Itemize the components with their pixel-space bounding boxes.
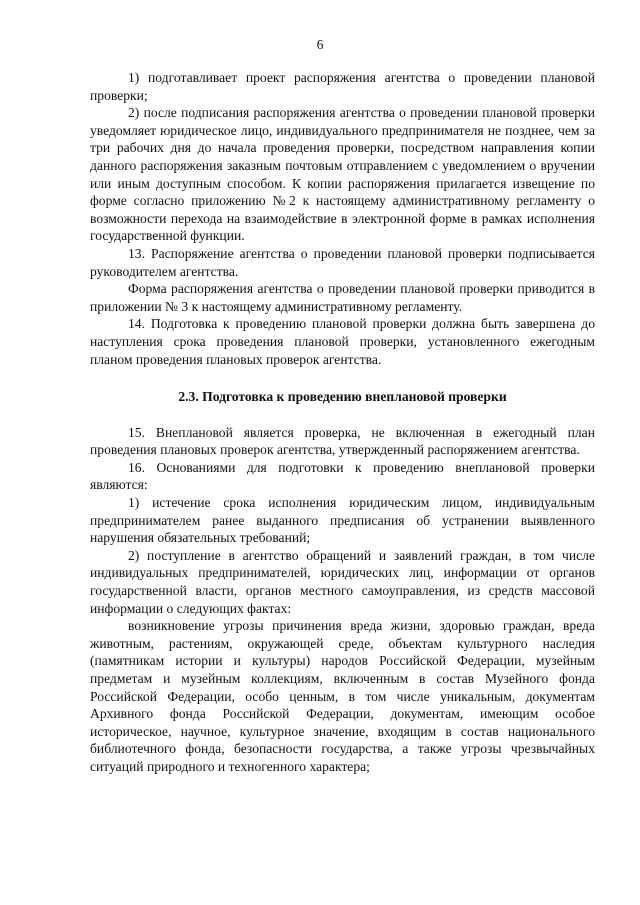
paragraph-14: 14. Подготовка к проведению плановой проверки должна быть завершена до наступления срока проведения плановой проверки, установленного ежегодным планом проведения плановых проверок агентства.: [90, 316, 595, 367]
document-body: [90, 69, 595, 776]
paragraph-item-2: 2) после подписания распоряжения агентства о проведении плановой проверки уведомляет юридическое лицо, индивидуального предпринимателя не позднее, чем за три рабочих дня до начала проведения проверки, посредством направления копии данного распоряжения заказным почтовым отправлением с уведомлением о вручении или иным доступным способом. К копии распоряжения прилагается извещение по форме согласно приложению №2 к настоящему административному регламенту о возможности перехода на взаимодействие в электронной форме в рамках исполнения государственной функции.: [90, 105, 595, 244]
paragraph-15: 15. Внеплановой является проверка, не включенная в ежегодный план проведения плановых проверок агентства, утвержденный распоряжением агентства.: [90, 424, 595, 458]
paragraph-ground-1: 1) истечение срока исполнения юридическим лицом, индивидуальным предпринимателем ранее выданного предписания об устранении выявленного нарушения обязательных требований;: [90, 495, 595, 546]
paragraph-item-1: 1) подготавливает проект распоряжения агентства о проведении плановой проверки;: [90, 70, 595, 103]
paragraph-13: 13. Распоряжение агентства о проведении плановой проверки подписывается руководителем агентства.: [90, 245, 595, 279]
section-heading: 2.3. Подготовка к проведению внеплановой проверки: [178, 389, 507, 405]
paragraph-order-form: Форма распоряжения агентства о проведении плановой проверки приводится в приложении № 3 к настоящему административному регламенту.: [90, 281, 595, 314]
paragraph-ground-2: 2) поступление в агентство обращений и заявлений граждан, в том числе индивидуальных предпринимателей, юридических лиц, информации от органов государственной власти, органов местного самоуправления, из средств массовой информации о следующих фактах:: [90, 547, 595, 616]
paragraph-threat-facts: возникновение угрозы причинения вреда жизни, здоровью граждан, вреда животным, растениям, окружающей среде, объектам культурного наследия (памятникам истории и культуры) народов Российской Федерации, музейным предметам и музейным коллекциям, включенным в состав Музейного фонда Российской Федерации, особо ценным, в том числе уникальным, документам Архивного фонда Российской Федерации, документам, имеющим особое историческое, научное, культурное значение, входящим в состав национального библиотечного фонда, безопасности государства, а также угрозы чрезвычайных ситуаций природного и техногенного характера;: [90, 618, 595, 774]
page-number: 6: [316, 37, 324, 52]
paragraph-16: 16. Основаниями для подготовки к проведению внеплановой проверки являются:: [90, 459, 595, 493]
